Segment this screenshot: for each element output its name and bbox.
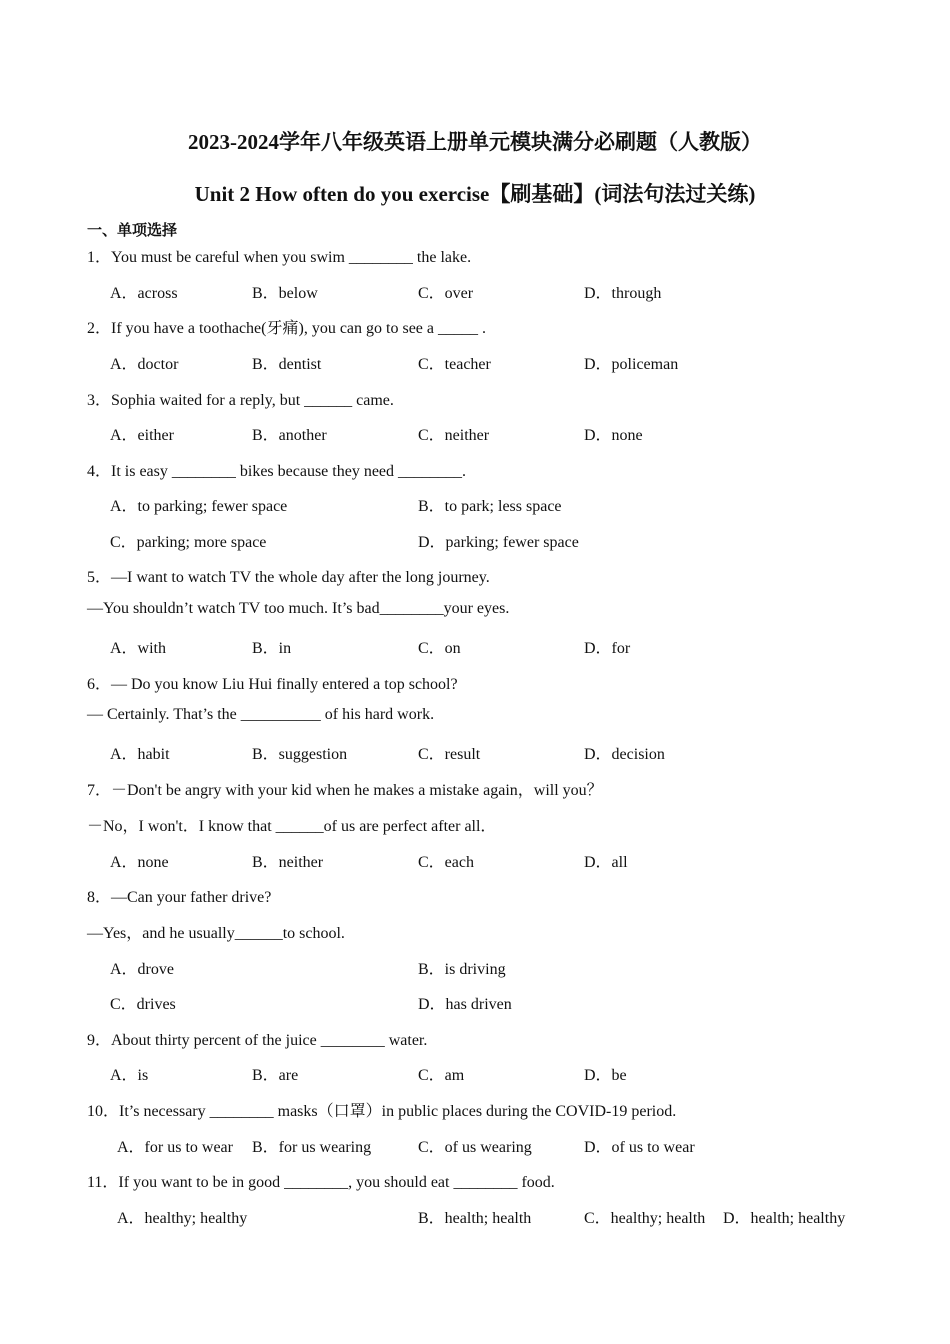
question-6-option-d: D．decision [584, 746, 665, 763]
question-1-option-d: D．through [584, 285, 662, 302]
question-6-stem-2: — Certainly. That’s the __________ of his hard work. [87, 706, 435, 723]
question-1-option-b: B．below [252, 285, 318, 302]
question-9-option-d: D．be [584, 1067, 627, 1084]
question-10-option-d: D．of us to wear [584, 1139, 695, 1156]
question-11-option-c: C．healthy; health [584, 1210, 706, 1227]
question-5-stem: 5．—I want to watch TV the whole day after the long journey. [87, 569, 490, 586]
question-3-option-b: B．another [252, 427, 327, 444]
question-3-stem: 3．Sophia waited for a reply, but ______ came. [87, 392, 394, 409]
question-5-option-d: D．for [584, 640, 631, 657]
question-8-option-b: B．is driving [418, 961, 506, 978]
question-2-option-b: B．dentist [252, 356, 322, 373]
question-11-option-b: B．health; health [418, 1210, 532, 1227]
question-10-stem: 10．It’s necessary ________ masks（口罩）in public places during the COVID-19 period. [87, 1103, 677, 1120]
question-5-option-a: A．with [110, 640, 167, 657]
question-1-option-c: C．over [418, 285, 474, 302]
question-5-stem-2: —You shouldn’t watch TV too much. It’s bad________your eyes. [87, 600, 510, 617]
question-4-option-b: B．to park; less space [418, 498, 562, 515]
question-7-option-d: D．all [584, 854, 628, 871]
question-4-option-a: A．to parking; fewer space [110, 498, 288, 515]
question-5-option-c: C．on [418, 640, 461, 657]
question-4-stem: 4．It is easy ________ bikes because they need ________. [87, 463, 467, 480]
question-2-stem: 2．If you have a toothache(牙痛), you can go to see a _____ . [87, 320, 486, 337]
question-9-option-c: C．am [418, 1067, 465, 1084]
section-heading: 一、单项选择 [87, 221, 178, 239]
document-title: 2023-2024学年八年级英语上册单元模块满分必刷题（人教版） [188, 130, 762, 154]
question-8-option-d: D．has driven [418, 996, 512, 1013]
question-9-stem: 9．About thirty percent of the juice ________ water. [87, 1032, 428, 1049]
question-3-option-d: D．none [584, 427, 643, 444]
question-7-stem-2: －No，I won't．I know that ______of us are perfect after all． [87, 818, 497, 835]
question-5-option-b: B．in [252, 640, 292, 657]
question-3-option-c: C．neither [418, 427, 490, 444]
question-3-option-a: A．either [110, 427, 174, 444]
question-7-option-a: A．none [110, 854, 169, 871]
question-10-option-a: A．for us to wear [117, 1139, 233, 1156]
document-subtitle: Unit 2 How often do you exercise【刷基础】(词法句法过关练) [194, 182, 756, 206]
question-1-stem: 1．You must be careful when you swim ________ the lake. [87, 249, 472, 266]
question-8-option-a: A．drove [110, 961, 174, 978]
question-2-option-a: A．doctor [110, 356, 179, 373]
question-11-option-a: A．healthy; healthy [117, 1210, 248, 1227]
question-8-option-c: C．drives [110, 996, 176, 1013]
question-7-option-b: B．neither [252, 854, 324, 871]
question-7-stem: 7．－Don't be angry with your kid when he makes a mistake again，will you？ [87, 782, 603, 799]
question-6-option-a: A．habit [110, 746, 170, 763]
question-6-option-b: B．suggestion [252, 746, 348, 763]
question-2-option-d: D．policeman [584, 356, 679, 373]
question-9-option-a: A．is [110, 1067, 149, 1084]
question-10-option-c: C．of us wearing [418, 1139, 532, 1156]
question-10-option-b: B．for us wearing [252, 1139, 372, 1156]
question-7-option-c: C．each [418, 854, 474, 871]
question-1-option-a: A．across [110, 285, 178, 302]
question-8-stem: 8．—Can your father drive? [87, 889, 272, 906]
question-6-stem: 6．— Do you know Liu Hui finally entered a top school? [87, 676, 458, 693]
question-11-option-d: D．health; healthy [723, 1210, 846, 1227]
question-11-stem: 11．If you want to be in good ________, you should eat ________ food. [87, 1174, 555, 1191]
question-8-stem-2: —Yes，and he usually______to school. [87, 925, 345, 942]
question-2-option-c: C．teacher [418, 356, 491, 373]
question-9-option-b: B．are [252, 1067, 299, 1084]
question-4-option-d: D．parking; fewer space [418, 534, 579, 551]
question-4-option-c: C．parking; more space [110, 534, 267, 551]
question-6-option-c: C．result [418, 746, 481, 763]
